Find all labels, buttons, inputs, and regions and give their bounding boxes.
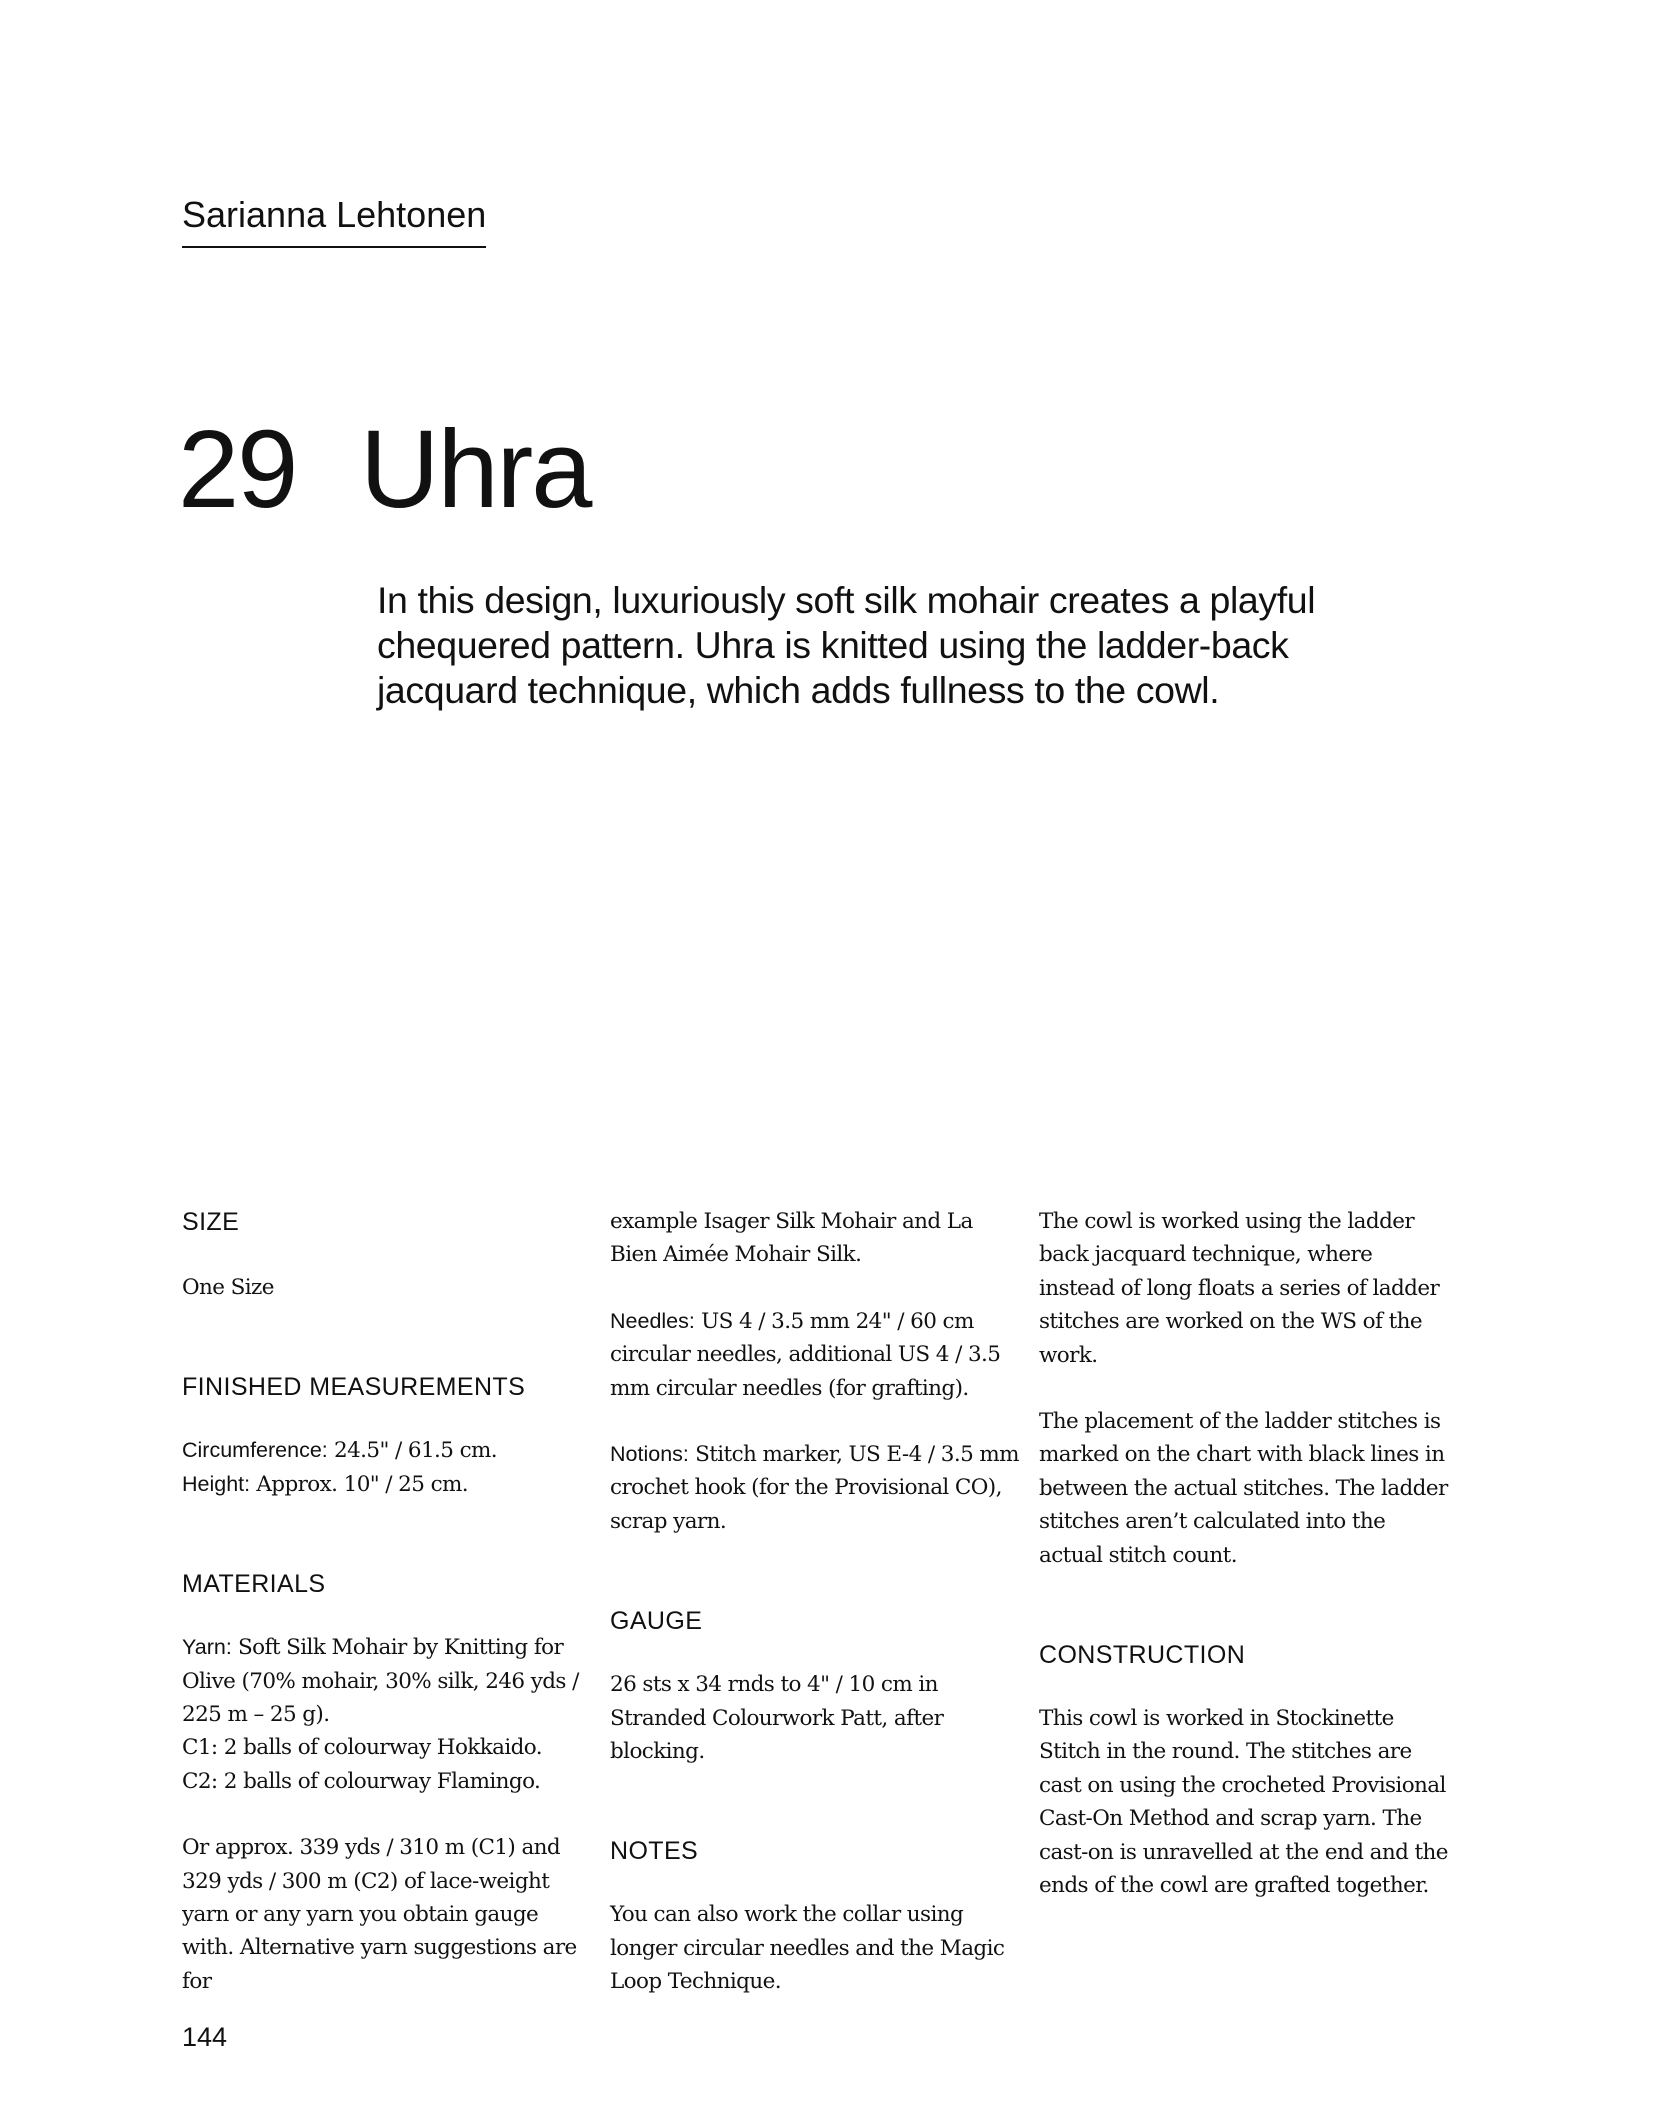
notions-text: Stitch marker, US E-4 / 3.5 mm crochet hook (for the Provisional CO), scrap yarn.: [610, 1442, 1019, 1534]
size-value: One Size: [182, 1275, 274, 1300]
alternative-yarn-continued: example Isager Silk Mohair and La Bien Aimée Mohair Silk.: [610, 1209, 973, 1268]
pattern-name: Uhra: [360, 408, 591, 531]
size-heading: SIZE: [182, 1208, 240, 1236]
notes-heading: NOTES: [610, 1837, 699, 1866]
height-label: Height:: [182, 1471, 251, 1496]
author-name: Sarianna Lehtonen: [182, 190, 486, 248]
c1-line: C1: 2 balls of colourway Hokkaido.: [182, 1735, 542, 1761]
intro-paragraph: In this design, luxuriously soft silk mohair creates a playful chequered pattern. Uhra is knitted using the ladder-back jacquard technique, which adds fullness to the cowl.: [377, 579, 1316, 711]
column-2: [610, 1205, 1020, 1999]
yarn-text: Soft Silk Mohair by Knitting for Olive (70% mohair, 30% silk, 246 yds / 225 m – 25 g).: [182, 1635, 579, 1728]
needles-text: US 4 / 3.5 mm 24" / 60 cm circular needles, additional US 4 / 3.5 mm circular needles (for grafting).: [610, 1308, 1001, 1401]
needles-paragraph: [610, 1305, 1020, 1405]
height-line: [182, 1468, 592, 1501]
circumference-label: Circumference:: [182, 1438, 328, 1463]
column-3: [1039, 1205, 1449, 1903]
alternative-yarn-paragraph: Or approx. 339 yds / 310 m (C1) and 329 yds / 300 m (C2) of lace-weight yarn or any yarn you obtain gauge with. Alternative yarn suggestions are for: [182, 1835, 577, 1994]
circumference-value: 24.5" / 61.5 cm.: [327, 1438, 498, 1464]
materials-heading: MATERIALS: [182, 1570, 326, 1599]
notions-paragraph: [610, 1438, 1020, 1538]
technique-paragraph-1: The cowl is worked using the ladder back jacquard technique, where instead of long floats a series of ladder stitches are worked on the WS of the work.: [1039, 1209, 1440, 1368]
notions-label: Notions:: [610, 1442, 689, 1467]
construction-heading: CONSTRUCTION: [1039, 1641, 1246, 1670]
height-value: Approx. 10" / 25 cm.: [250, 1471, 469, 1497]
needles-label: Needles:: [610, 1308, 695, 1333]
circumference-line: [182, 1434, 592, 1467]
gauge-heading: GAUGE: [610, 1607, 703, 1636]
gauge-text: 26 sts x 34 rnds to 4" / 10 cm in Stranded Colourwork Patt, after blocking.: [610, 1672, 944, 1765]
c2-line: C2: 2 balls of colourway Flamingo.: [182, 1768, 541, 1794]
page-number: 144: [182, 2022, 228, 2052]
yarn-paragraph: [182, 1631, 592, 1731]
technique-paragraph-2: The placement of the ladder stitches is marked on the chart with black lines in between the actual stitches. The ladder stitches aren’t calculated into the actual stitch count.: [1039, 1409, 1448, 1568]
pattern-number: 29: [178, 408, 297, 531]
construction-text: This cowl is worked in Stockinette Stitch in the round. The stitches are cast on using the crocheted Provisional Cast-On Method and scrap yarn. The cast-on is unravelled at the end and the ends of the cowl are grafted together.: [1039, 1706, 1448, 1899]
column-1: [182, 1205, 592, 1998]
notes-text: You can also work the collar using longer circular needles and the Magic Loop Technique.: [610, 1902, 1005, 1995]
finished-measurements-heading: FINISHED MEASUREMENTS: [182, 1373, 526, 1402]
yarn-label: Yarn:: [182, 1635, 232, 1660]
pattern-title: [178, 405, 590, 535]
